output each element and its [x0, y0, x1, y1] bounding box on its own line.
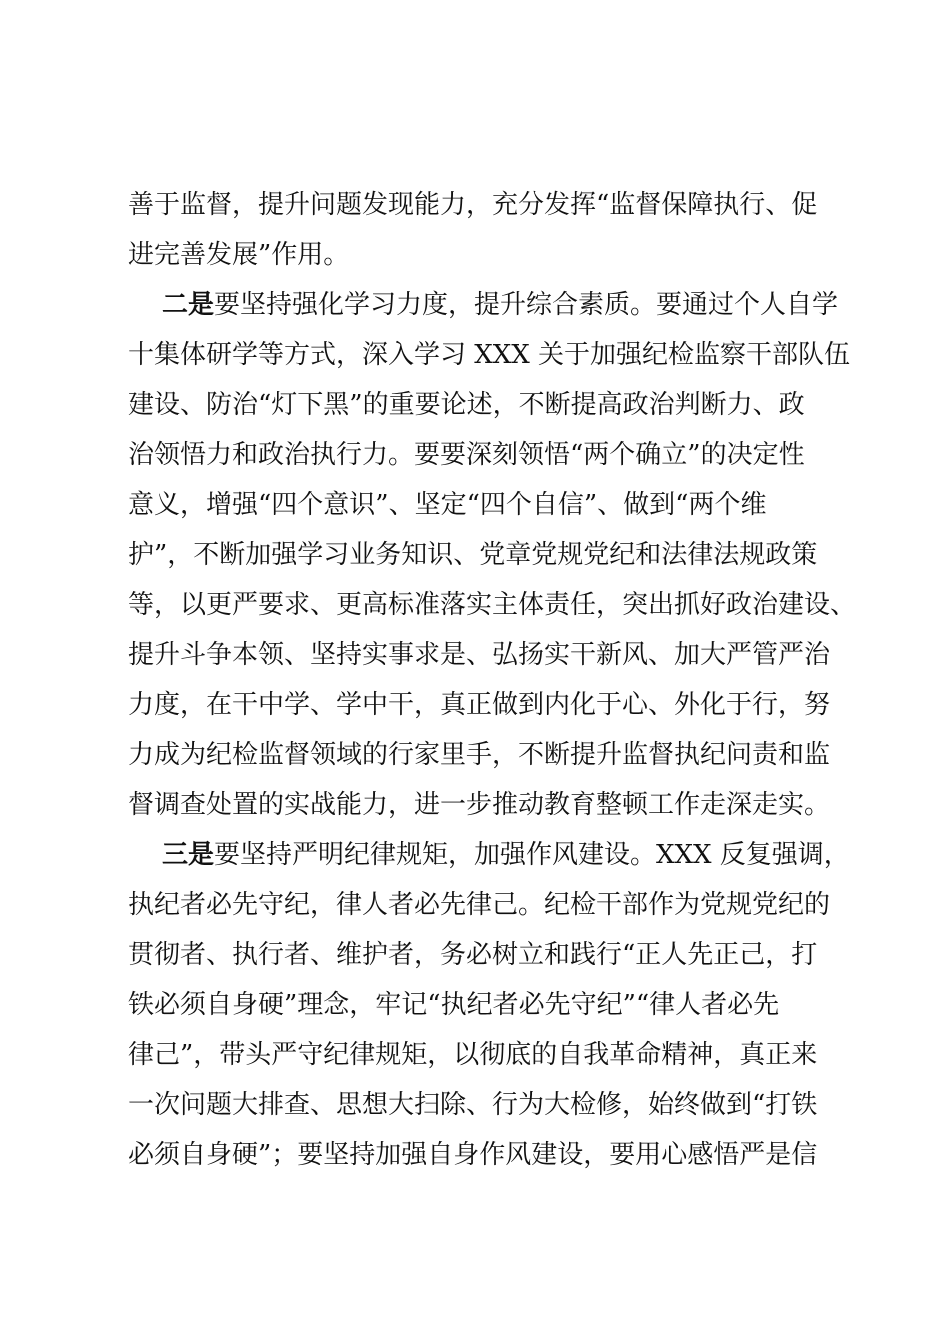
- paragraph-first-line: [128, 280, 839, 330]
- paragraph-lead: 三是: [162, 840, 215, 870]
- document-body: [128, 180, 857, 1180]
- paragraph-line: 力成为纪检监督领域的行家里手，不断提升监督执纪问责和监: [128, 740, 831, 770]
- paragraph-line: 督调查处置的实战能力，进一步推动教育整顿工作走深走实。: [128, 790, 831, 820]
- paragraph-line: 等，以更严要求、更高标准落实主体责任，突出抓好政治建设、: [128, 590, 857, 620]
- paragraph-lead: 二是: [162, 290, 215, 320]
- paragraph-line: 执纪者必先守纪，律人者必先律己。纪检干部作为党规党纪的: [128, 890, 831, 920]
- paragraph-line: 一次问题大排查、思想大扫除、行为大检修，始终做到“打铁: [128, 1090, 818, 1120]
- paragraph-line: 律己”，带头严守纪律规矩，以彻底的自我革命精神，真正来: [128, 1040, 818, 1070]
- paragraph-line: 意义，增强“四个意识”、坚定“四个自信”、做到“两个维: [128, 490, 767, 520]
- paragraph-line: 力度，在干中学、学中干，真正做到内化于心、外化于行，努: [128, 690, 831, 720]
- paragraph-2: [128, 280, 857, 830]
- paragraph-1: [128, 180, 828, 280]
- paragraph-line: 治领悟力和政治执行力。要要深刻领悟“两个确立”的决定性: [128, 440, 805, 470]
- paragraph-line-text: 要坚持严明纪律规矩，加强作风建设。XXX 反复强调，: [214, 840, 850, 870]
- paragraph-line: 必须自身硬”；要坚持加强自身作风建设，要用心感悟严是信: [128, 1140, 818, 1170]
- paragraph-line: 进完善发展”作用。: [128, 240, 350, 270]
- paragraph-line: 铁必须自身硬”理念，牢记“执纪者必先守纪”“律人者必先: [128, 990, 780, 1020]
- paragraph-line-text: 要坚持强化学习力度，提升综合素质。要通过个人自学: [214, 290, 839, 320]
- paragraph-line: 善于监督，提升问题发现能力，充分发挥“监督保障执行、促: [128, 190, 818, 220]
- paragraph-line: 建设、防治“灯下黑”的重要论述，不断提高政治判断力、政: [128, 390, 805, 420]
- paragraph-3: [128, 830, 850, 1180]
- paragraph-line: 十集体研学等方式，深入学习 XXX 关于加强纪检监察干部队伍: [128, 340, 851, 370]
- paragraph-line: 护”，不断加强学习业务知识、党章党规党纪和法律法规政策: [128, 540, 818, 570]
- paragraph-line: 贯彻者、执行者、维护者，务必树立和践行“正人先正己，打: [128, 940, 818, 970]
- paragraph-first-line: [128, 830, 850, 880]
- paragraph-line: 提升斗争本领、坚持实事求是、弘扬实干新风、加大严管严治: [128, 640, 831, 670]
